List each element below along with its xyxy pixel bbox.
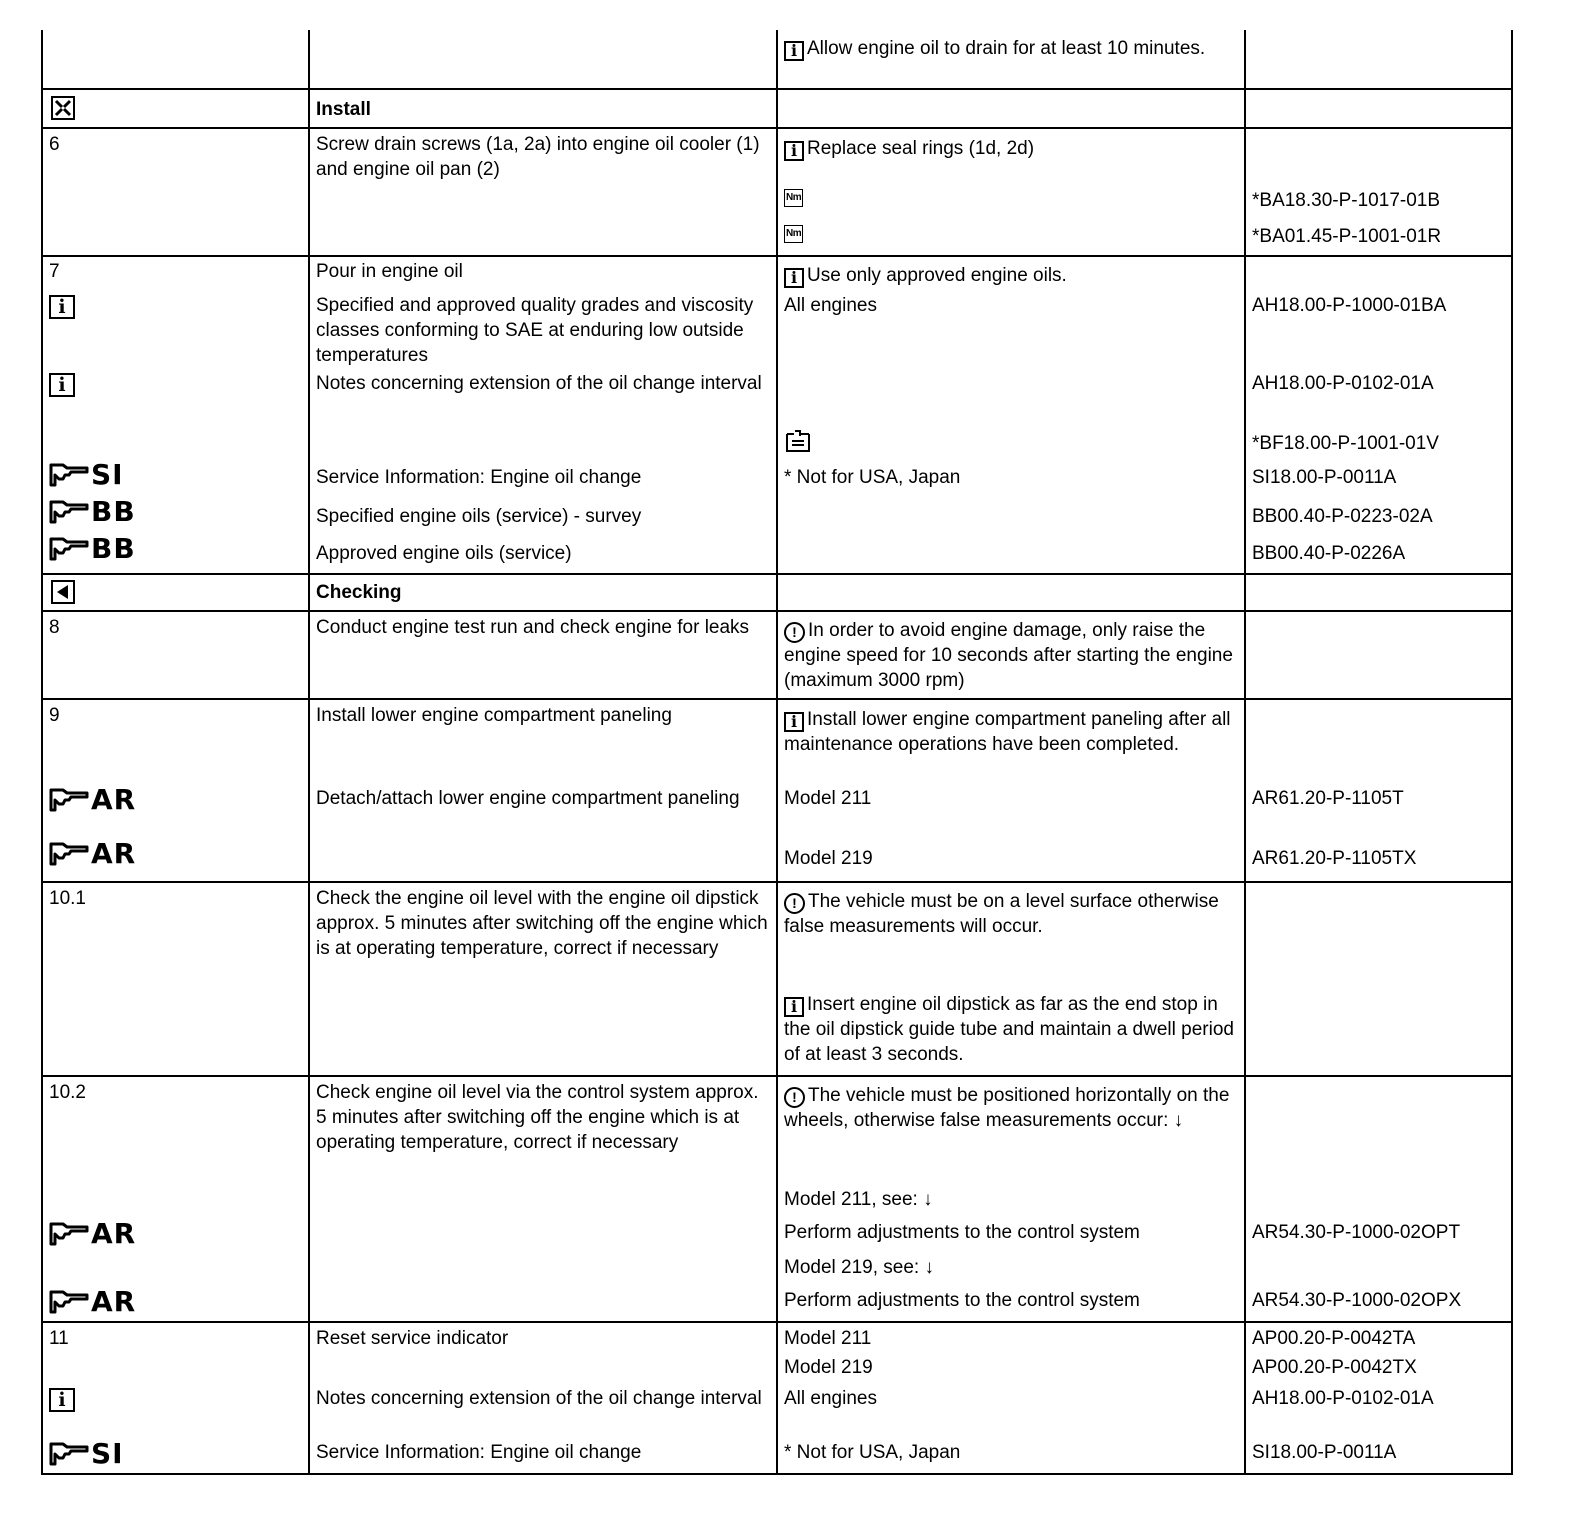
step-number: 10.2 [42, 1076, 309, 1187]
step-number: 9 [42, 699, 309, 786]
warning-icon: ! [784, 893, 805, 914]
document-ref: AR54.30-P-1000-02OPX [1245, 1288, 1512, 1322]
reference-description: Service Information: Engine oil change [309, 1440, 777, 1474]
applicability: * Not for USA, Japan [777, 461, 1245, 498]
info-icon: i [784, 712, 804, 732]
cell-empty [1245, 128, 1512, 182]
warning-note: ! The vehicle must be positioned horizontally on the wheels, otherwise false measurements occur: ↓ [777, 1076, 1245, 1187]
down-arrow-icon: ↓ [923, 1189, 933, 1210]
reference-description: Approved engine oils (service) [309, 535, 777, 574]
torque-icon: Nm [784, 225, 803, 243]
document-ref: SI18.00-P-0011A [1245, 461, 1512, 498]
document-ref: BB00.40-P-0223-02A [1245, 498, 1512, 535]
model-label: Model 211, see: ↓ [777, 1187, 1245, 1220]
reference-tag-si: SI [42, 1440, 309, 1474]
drain-note: i Allow engine oil to drain for at least 10 minutes. [777, 30, 1245, 89]
fluid-icon-cell [777, 425, 1245, 461]
reference-tag-ar: AR [42, 1288, 309, 1322]
checking-icon [49, 580, 77, 604]
warning-icon: ! [784, 1087, 805, 1108]
section-install: Install [309, 89, 777, 128]
document-ref: AH18.00-P-0102-01A [1245, 371, 1512, 425]
step-note: i Install lower engine compartment paneling after all maintenance operations have been completed. [777, 699, 1245, 786]
step-number: 7 [42, 256, 309, 293]
step-note: i Insert engine oil dipstick as far as the end stop in the oil dipstick guide tube and maintain a dwell period of at least 3 seconds. [777, 992, 1245, 1076]
step-description: Check the engine oil level with the engine oil dipstick approx. 5 minutes after switching off the engine which is at operating temperature, correct if necessary [309, 882, 777, 992]
document-ref: AR61.20-P-1105T [1245, 786, 1512, 840]
reference-tag-bb: BB [42, 535, 309, 574]
warning-note: ! The vehicle must be on a level surface otherwise false measurements will occur. [777, 882, 1245, 992]
pointing-hand-icon [49, 1440, 89, 1466]
step-description: Pour in engine oil [309, 256, 777, 293]
step-description: Install lower engine compartment paneling [309, 699, 777, 786]
step-description: Notes concerning extension of the oil change interval [309, 1386, 777, 1440]
step-description: Screw drain screws (1a, 2a) into engine oil cooler (1) and engine oil pan (2) [309, 128, 777, 182]
document-ref: AP00.20-P-0042TA [1245, 1322, 1512, 1355]
model-label: Model 219, see: ↓ [777, 1255, 1245, 1288]
reference-description: Perform adjustments to the control system [777, 1288, 1245, 1322]
model-label: Model 219 [777, 840, 1245, 882]
step-number: 11 [42, 1322, 309, 1355]
torque-icon-cell [777, 218, 1245, 256]
torque-icon-cell [777, 182, 1245, 218]
cell-empty [42, 30, 309, 89]
down-arrow-icon: ↓ [924, 1257, 934, 1278]
step-number: 10.1 [42, 882, 309, 992]
install-icon [49, 96, 77, 120]
reference-description: Service Information: Engine oil change [309, 461, 777, 498]
info-icon: i [784, 268, 804, 288]
info-icon: i [784, 997, 804, 1017]
applicability: All engines [777, 1386, 1245, 1440]
info-icon: i [49, 1388, 75, 1412]
step-note: i Use only approved engine oils. [777, 256, 1245, 293]
reference-tag-si: SI [42, 461, 309, 498]
step-number: 6 [42, 128, 309, 182]
document-ref: *BA18.30-P-1017-01B [1245, 182, 1512, 218]
procedure-table [41, 30, 1513, 1475]
pointing-hand-icon [49, 840, 89, 866]
reference-tag-ar: AR [42, 786, 309, 840]
info-icon-cell [42, 371, 309, 425]
install-icon-cell [42, 89, 309, 128]
info-icon: i [49, 295, 75, 319]
cell-empty [777, 89, 1245, 128]
document-ref: BB00.40-P-0226A [1245, 535, 1512, 574]
cell-empty [309, 30, 777, 89]
cell-empty [1245, 89, 1512, 128]
applicability: * Not for USA, Japan [777, 1440, 1245, 1474]
cell-empty [1245, 30, 1512, 89]
pointing-hand-icon [49, 535, 89, 561]
checking-icon-cell [42, 574, 309, 611]
info-icon: i [49, 373, 75, 397]
info-icon: i [784, 41, 804, 61]
applicability: All engines [777, 293, 1245, 371]
step-number: 8 [42, 611, 309, 699]
reference-tag-ar: AR [42, 840, 309, 882]
warning-icon: ! [784, 622, 805, 643]
step-description: Check engine oil level via the control system approx. 5 minutes after switching off the engine which is at operating temperature, correct if necessary [309, 1076, 777, 1187]
pointing-hand-icon [49, 461, 89, 487]
pointing-hand-icon [49, 1220, 89, 1246]
section-checking: Checking [309, 574, 777, 611]
reference-description: Detach/attach lower engine compartment paneling [309, 786, 777, 840]
step-note: i Replace seal rings (1d, 2d) [777, 128, 1245, 182]
pointing-hand-icon [49, 498, 89, 524]
step-description: Notes concerning extension of the oil change interval [309, 371, 777, 425]
reference-description: Perform adjustments to the control system [777, 1220, 1245, 1255]
reference-tag-ar: AR [42, 1220, 309, 1255]
document-ref: AR61.20-P-1105TX [1245, 840, 1512, 882]
step-description: Reset service indicator [309, 1322, 777, 1355]
pointing-hand-icon [49, 786, 89, 812]
down-arrow-icon: ↓ [1173, 1110, 1184, 1131]
model-label: Model 219 [777, 1355, 1245, 1386]
step-description: Conduct engine test run and check engine for leaks [309, 611, 777, 699]
fluid-spec-icon [784, 429, 814, 453]
reference-tag-bb: BB [42, 498, 309, 535]
model-label: Model 211 [777, 1322, 1245, 1355]
info-icon-cell [42, 1386, 309, 1440]
info-icon: i [784, 141, 804, 161]
reference-description: Specified engine oils (service) - survey [309, 498, 777, 535]
step-description: Specified and approved quality grades and viscosity classes conforming to SAE at enduring low outside temperatures [309, 293, 777, 371]
document-ref: *BA01.45-P-1001-01R [1245, 218, 1512, 256]
info-icon-cell [42, 293, 309, 371]
document-ref: AH18.00-P-0102-01A [1245, 1386, 1512, 1440]
warning-note: ! In order to avoid engine damage, only raise the engine speed for 10 seconds after starting the engine (maximum 3000 rpm) [777, 611, 1245, 699]
document-ref: AH18.00-P-1000-01BA [1245, 293, 1512, 371]
document-ref: *BF18.00-P-1001-01V [1245, 425, 1512, 461]
model-label: Model 211 [777, 786, 1245, 840]
torque-icon: Nm [784, 189, 803, 207]
document-ref: SI18.00-P-0011A [1245, 1440, 1512, 1474]
document-ref: AP00.20-P-0042TX [1245, 1355, 1512, 1386]
document-ref: AR54.30-P-1000-02OPT [1245, 1220, 1512, 1255]
pointing-hand-icon [49, 1288, 89, 1314]
